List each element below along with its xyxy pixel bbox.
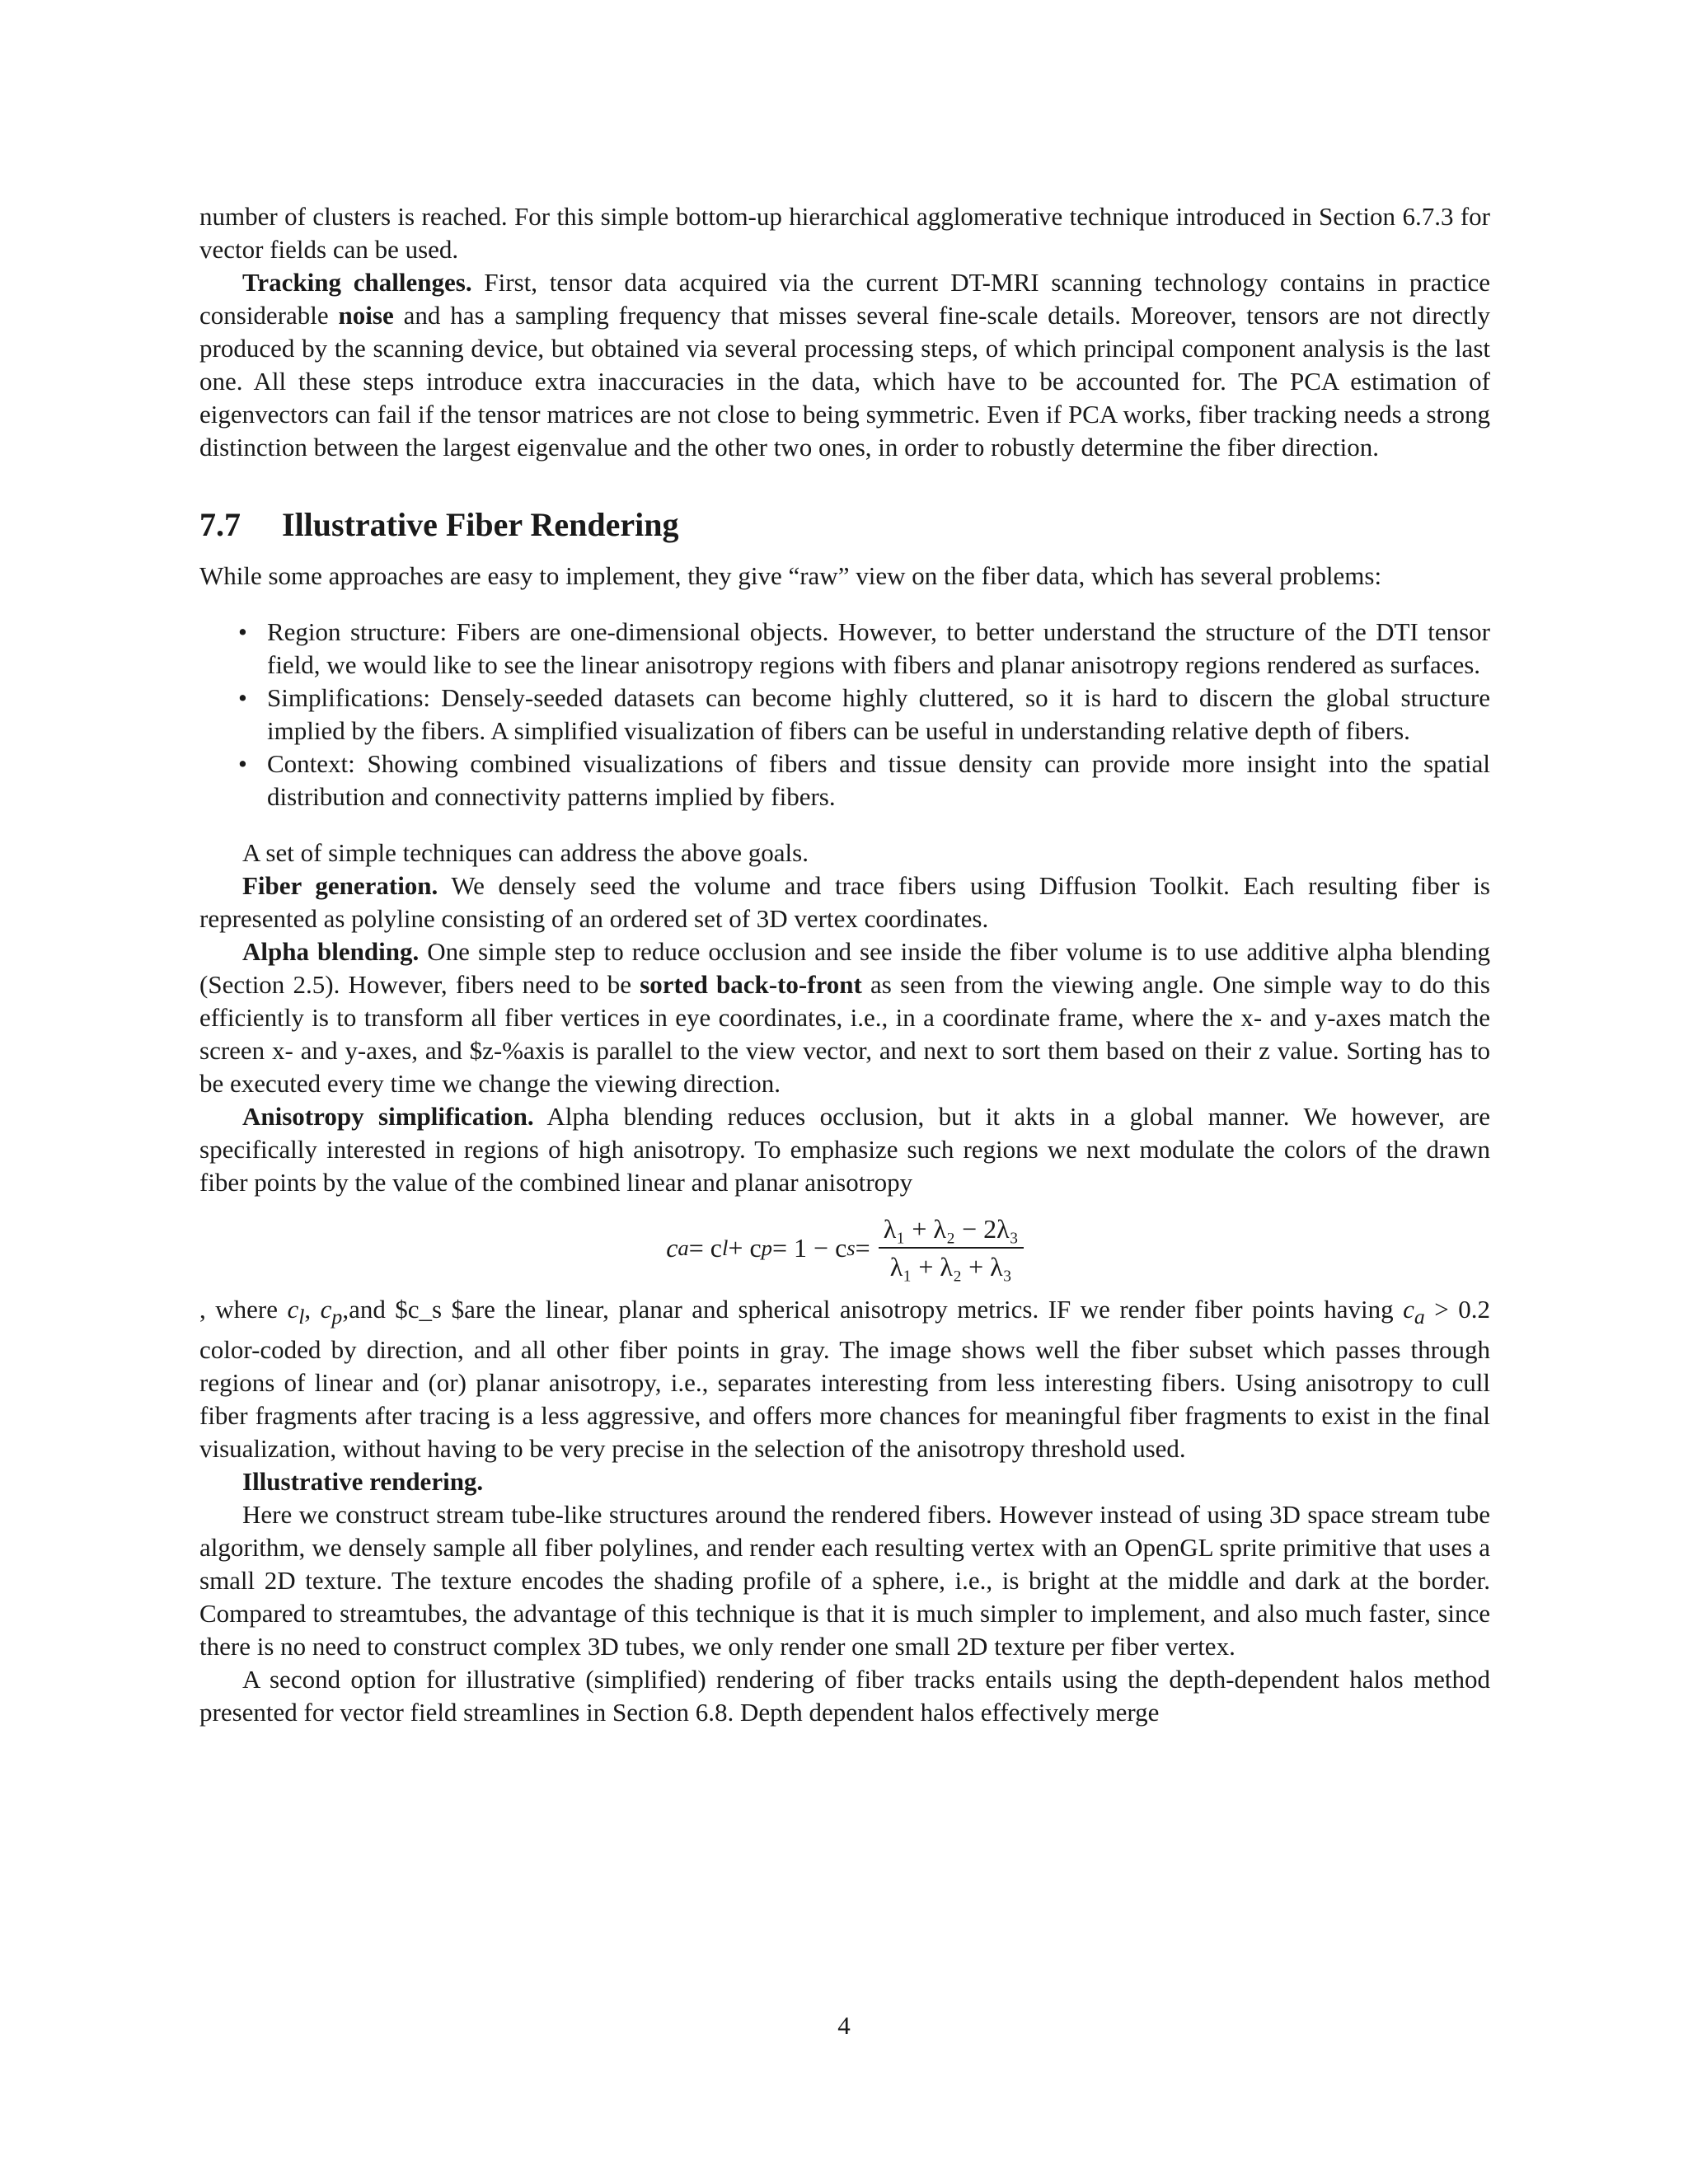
numerator: λ₁ + λ₂ − 2λ₃: [879, 1212, 1024, 1249]
run-in-heading: Alpha blending.: [242, 937, 420, 966]
run-in-heading: Anisotropy simplification.: [242, 1102, 534, 1131]
paragraph-after-equation: , where $c_l$, $c_p,and$ $c_s $are the linear, planar and spherical anisotropy metrics. IF we render fiber points having $c_a > 0.2$ color-coded by direction, and all other fiber points in gray. The image shows well the fiber subset which passes through regions of linear and (or) planar anisotropy, i.e., separates interesting from less interesting fibers. Using anisotropy to cull fiber fragments after tracing is a less aggressive, and offers more chances for meaningful fiber fragments to exist in the final visualization, without having to be very precise in the selection of the anisotropy threshold used.: [199, 1295, 1491, 1464]
run-in-heading: Tracking challenges.: [242, 268, 472, 297]
paragraph-fiber-generation: Fiber generation. We densely seed the volume and trace fibers using Diffusion Toolkit. Each resulting fiber is represented as polyline consisting of an ordered set of 3D vertex coordinates.: [199, 871, 1490, 933]
paragraph-alpha-blending: Alpha blending. One simple step to reduce occlusion and see inside the fiber volume is to use additive alpha blending (Section 2.5). However, fibers need to be sorted back-to-front as seen from the viewing angle. One simple way to do this efficiently is to transform all fiber vertices in eye coordinates, i.e., in a coordinate frame, where the x- and y-axes match the screen x- and y-axes, and $z-%axis is parallel to the view vector, and next to sort them based on their z value. Sorting has to be executed every time we change the viewing direction.: [199, 937, 1490, 1098]
bullet-list: [199, 616, 1490, 813]
equation-anisotropy: c a = c l + c p = 1 − c s = $\frac{\text{λ₁ + λ₂ − 2λ₃}}{\text{λ₁ + λ₂ + λ₃}}$: [199, 1212, 1490, 1283]
page-number: 4: [837, 2011, 851, 2040]
section-heading: [199, 505, 1490, 545]
bold-term: sorted back-to-front: [640, 970, 862, 999]
run-in-heading: Fiber generation.: [242, 871, 438, 900]
paragraph-goals: A set of simple techniques can address the above goals.: [242, 838, 809, 867]
section-number: 7.7: [199, 506, 241, 543]
denominator: λ₁ + λ₂ + λ₃: [889, 1252, 1012, 1282]
section-title: Illustrative Fiber Rendering: [282, 506, 679, 543]
list-item: • Region structure: Fibers are one-dimensional objects. However, to better understand the structure of the DTI tensor field, we would like to see the linear anisotropy regions with fibers and planar anisotropy regions rendered as surfaces.: [267, 616, 1490, 682]
paragraph-anisotropy: Anisotropy simplification. Alpha blending reduces occlusion, but it akts in a global manner. We however, are specifically interested in regions of high anisotropy. To emphasize such regions we next modulate the colors of the drawn fiber points by the value of the combined linear and planar anisotropy: [199, 1102, 1490, 1197]
run-in-heading: Illustrative rendering.: [242, 1467, 484, 1497]
paragraph-illustrative-1: Here we construct stream tube-like structures around the rendered fibers. However instead of using 3D space stream tube algorithm, we densely sample all fiber polylines, and render each resulting vertex with an OpenGL sprite primitive that uses a small 2D texture. The texture encodes the shading profile of a sphere, i.e., is bright at the middle and dark at the border. Compared to streamtubes, the advantage of this technique is that it is much simpler to implement, and also much faster, since there is no need to construct complex 3D tubes, we only render one small 2D texture per fiber vertex.: [199, 1500, 1490, 1661]
paragraph-tracking-challenges: Tracking challenges. First, tensor data acquired via the current DT-MRI scanning technology contains in practice considerable noise and has a sampling frequency that misses several fine-scale details. Moreover, tensors are not directly produced by the scanning device, but obtained via several processing steps, of which principal component analysis is the last one. All these steps introduce extra inaccuracies in the data, which have to be accounted for. The PCA estimation of eigenvectors can fail if the tensor matrices are not close to being symmetric. Even if PCA works, fiber tracking needs a strong distinction between the largest eigenvalue and the other two ones, in order to robustly determine the fiber direction.: [199, 268, 1490, 462]
paragraph-illustrative-heading: [199, 1465, 1490, 1498]
paragraph-illustrative-2: A second option for illustrative (simplified) rendering of fiber tracks entails using the depth-dependent halos method presented for vector field streamlines in Section 6.8. Depth dependent halos effectively merge: [199, 1665, 1490, 1727]
document-body: [199, 200, 1490, 1729]
paragraph-continuation: number of clusters is reached. For this simple bottom-up hierarchical agglomerative technique introduced in Section 6.7.3 for vector fields can be used.: [199, 202, 1490, 264]
list-item: • Simplifications: Densely-seeded datasets can become highly cluttered, so it is hard to discern the global structure implied by the fibers. A simplified visualization of fibers can be useful in understanding relative depth of fibers.: [267, 682, 1490, 748]
paragraph-intro: While some approaches are easy to implement, they give “raw” view on the fiber data, which has several problems:: [199, 561, 1382, 590]
list-item: • Context: Showing combined visualizations of fibers and tissue density can provide more insight into the spatial distribution and connectivity patterns implied by fibers.: [267, 748, 1490, 813]
bold-term: noise: [338, 301, 394, 330]
equation-fraction: [879, 1212, 1024, 1283]
